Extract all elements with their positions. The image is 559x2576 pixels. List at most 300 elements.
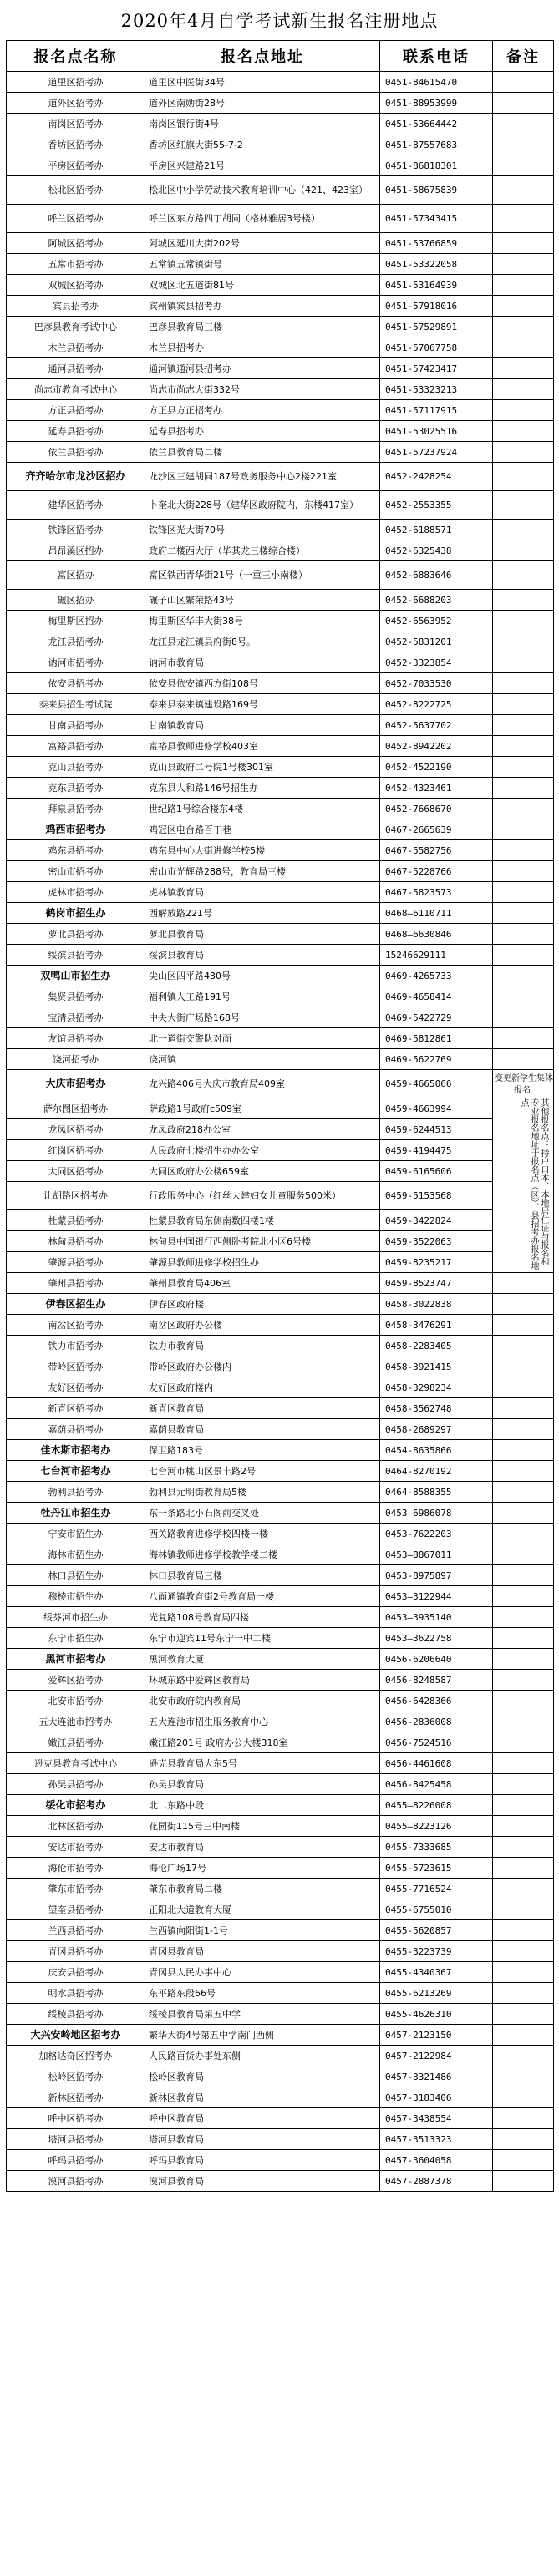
cell-name: 肇州县招考办 (7, 1273, 145, 1294)
cell-note (493, 986, 554, 1007)
cell-name: 海林市招生办 (7, 1544, 145, 1565)
table-row (7, 819, 554, 840)
cell-note (493, 2066, 554, 2087)
cell-name: 黑河市招考办 (7, 1649, 145, 1670)
cell-address: 木兰县招考办 (145, 337, 380, 358)
table-row (7, 1524, 554, 1544)
table-row (7, 1607, 554, 1628)
cell-note (493, 715, 554, 736)
cell-phone: 0451-88953999 (380, 93, 493, 114)
cell-address: 呼中区教育局 (145, 2108, 380, 2129)
table-row (7, 1377, 554, 1398)
cell-address: 富区铁西青华街21号（一重三小南楼） (145, 561, 380, 590)
cell-name: 道里区招考办 (7, 72, 145, 93)
cell-address: 五大连池市招生服务教育中心 (145, 1711, 380, 1732)
table-row (7, 1628, 554, 1649)
table-row (7, 2171, 554, 2192)
cell-phone: 0458-3298234 (380, 1377, 493, 1398)
cell-name: 松岭区招考办 (7, 2066, 145, 2087)
table-row (7, 463, 554, 491)
cell-name: 克山县招考办 (7, 757, 145, 778)
cell-address: 讷河市教育局 (145, 652, 380, 673)
cell-address: 东平路东段66号 (145, 1983, 380, 2004)
cell-phone: 0455-5620857 (380, 1920, 493, 1941)
table-row (7, 1879, 554, 1899)
cell-address: 嘉荫县教育局 (145, 1419, 380, 1440)
table-row (7, 1098, 554, 1119)
cell-phone: 0455-4626310 (380, 2004, 493, 2025)
cell-note (493, 1007, 554, 1028)
cell-name: 巴彦县教育考试中心 (7, 317, 145, 337)
cell-phone: 0469-5422729 (380, 1007, 493, 1028)
cell-note (493, 317, 554, 337)
cell-address: 西解放路221号 (145, 903, 380, 924)
cell-note (493, 1691, 554, 1711)
cell-phone: 0452-6883646 (380, 561, 493, 590)
table-row (7, 611, 554, 631)
cell-address: 环城东路中爱辉区教育局 (145, 1670, 380, 1691)
table-row (7, 652, 554, 673)
cell-address: 新林区教育局 (145, 2087, 380, 2108)
cell-name: 兰西县招考办 (7, 1920, 145, 1941)
table-row (7, 1920, 554, 1941)
cell-address: 依安县依安镇西方街108号 (145, 673, 380, 694)
cell-phone: 0457-3438554 (380, 2108, 493, 2129)
cell-name: 让胡路区招考办 (7, 1182, 145, 1210)
cell-note (493, 1524, 554, 1544)
cell-name: 建华区招考办 (7, 491, 145, 520)
cell-note (493, 1941, 554, 1962)
cell-name: 大兴安岭地区招考办 (7, 2025, 145, 2046)
cell-name: 道外区招考办 (7, 93, 145, 114)
table-row (7, 631, 554, 652)
cell-note (493, 1440, 554, 1461)
table-row (7, 1670, 554, 1691)
cell-address: 宾州镇宾县招考办 (145, 296, 380, 317)
table-row (7, 1899, 554, 1920)
table-row (7, 1356, 554, 1377)
table-row (7, 1565, 554, 1586)
table-row (7, 1962, 554, 1983)
cell-phone: 0452-6563952 (380, 611, 493, 631)
cell-note (493, 1336, 554, 1356)
cell-name: 饶河招考办 (7, 1049, 145, 1070)
cell-name: 林甸县招考办 (7, 1231, 145, 1252)
cell-note (493, 1816, 554, 1837)
table-row (7, 155, 554, 176)
cell-address: 光复路108号教育局四楼 (145, 1607, 380, 1628)
cell-phone: 0451-53164939 (380, 275, 493, 296)
table-row (7, 757, 554, 778)
cell-address: 延寿县招考办 (145, 421, 380, 442)
cell-phone: 0453-8975897 (380, 1565, 493, 1586)
cell-address: 梅里斯区华丰大街38号 (145, 611, 380, 631)
cell-phone: 0459-4665066 (380, 1070, 493, 1098)
cell-name: 梅里斯区招办 (7, 611, 145, 631)
table-row (7, 1440, 554, 1461)
cell-name: 嫩江县招考办 (7, 1732, 145, 1753)
cell-name: 萨尔图区招考办 (7, 1098, 145, 1119)
table-row (7, 1941, 554, 1962)
cell-address: 青冈县教育局 (145, 1941, 380, 1962)
cell-phone: 0452-6325438 (380, 540, 493, 561)
cell-note (493, 114, 554, 134)
cell-address: 兰西镇向阳街1-1号 (145, 1920, 380, 1941)
cell-phone: 0469-5812861 (380, 1028, 493, 1049)
cell-phone: 0458-3921415 (380, 1356, 493, 1377)
table-row (7, 1482, 554, 1503)
cell-phone: 0451-53322058 (380, 254, 493, 275)
cell-phone: 0451-57918016 (380, 296, 493, 317)
cell-address: 泰来县泰来镇建设路169号 (145, 694, 380, 715)
table-row (7, 1732, 554, 1753)
cell-address: 香坊区红旗大街55-7-2 (145, 134, 380, 155)
cell-phone: 0456-2836008 (380, 1711, 493, 1732)
table-row (7, 715, 554, 736)
cell-name: 加格达奇区招考办 (7, 2046, 145, 2066)
cell-address: 肇东市教育局二楼 (145, 1879, 380, 1899)
cell-address: 肇州县教育局406室 (145, 1273, 380, 1294)
cell-note (493, 1858, 554, 1879)
cell-note (493, 1070, 554, 1098)
cell-name: 龙江县招考办 (7, 631, 145, 652)
note-text: 变更新学生集体报名 (495, 1073, 553, 1095)
cell-phone: 0453-7622203 (380, 1524, 493, 1544)
cell-note (493, 1879, 554, 1899)
cell-name: 佳木斯市招考办 (7, 1440, 145, 1461)
cell-name: 呼中区招考办 (7, 2108, 145, 2129)
table-row (7, 1007, 554, 1028)
cell-phone: 0453—3622758 (380, 1628, 493, 1649)
cell-address: 世纪路1号综合楼东4楼 (145, 799, 380, 819)
cell-phone: 0468—6110711 (380, 903, 493, 924)
cell-name: 双城区招考办 (7, 275, 145, 296)
table-body (7, 72, 554, 2192)
cell-address: 友好区政府楼内 (145, 1377, 380, 1398)
cell-address: 塔河县教育局 (145, 2129, 380, 2150)
cell-phone: 0455-5723615 (380, 1858, 493, 1879)
cell-phone: 0451-57117915 (380, 400, 493, 421)
cell-phone: 0452-4323461 (380, 778, 493, 799)
cell-name: 拜泉县招考办 (7, 799, 145, 819)
table-row (7, 317, 554, 337)
table-row (7, 903, 554, 924)
cell-address: 逊克县教育局大东5号 (145, 1753, 380, 1774)
cell-phone: 0457-2122984 (380, 2046, 493, 2066)
table-row (7, 799, 554, 819)
cell-address: 虎林镇教育局 (145, 882, 380, 903)
cell-phone: 0459-4194475 (380, 1140, 493, 1161)
cell-note (493, 2087, 554, 2108)
cell-note (493, 254, 554, 275)
cell-phone: 0451-57343415 (380, 205, 493, 233)
cell-name: 北林区招考办 (7, 1816, 145, 1837)
cell-name: 肇东市招考办 (7, 1879, 145, 1899)
cell-note (493, 1837, 554, 1858)
cell-name: 碾区招办 (7, 590, 145, 611)
cell-name: 宁安市招生办 (7, 1524, 145, 1544)
cell-note (493, 1586, 554, 1607)
cell-address: 林甸县中国银行西侧卧考院北小区6号楼 (145, 1231, 380, 1252)
cell-phone: 0459-3522063 (380, 1231, 493, 1252)
cell-phone: 0456-8425458 (380, 1774, 493, 1795)
cell-name: 穆棱市招生办 (7, 1586, 145, 1607)
cell-phone: 0451-86818301 (380, 155, 493, 176)
cell-address: 平房区兴建路21号 (145, 155, 380, 176)
cell-note (493, 1377, 554, 1398)
cell-note (493, 757, 554, 778)
table-row (7, 1795, 554, 1816)
table-row (7, 1336, 554, 1356)
cell-address: 依兰县教育局二楼 (145, 442, 380, 463)
cell-note (493, 1628, 554, 1649)
cell-phone: 0464-8270192 (380, 1461, 493, 1482)
cell-phone: 0457-3183406 (380, 2087, 493, 2108)
cell-name: 新林区招考办 (7, 2087, 145, 2108)
cell-phone: 0452-5831201 (380, 631, 493, 652)
table-row (7, 379, 554, 400)
cell-note (493, 652, 554, 673)
cell-note (493, 2108, 554, 2129)
table-row (7, 1210, 554, 1231)
cell-phone: 0451-53766859 (380, 233, 493, 254)
cell-address: 甘南镇教育局 (145, 715, 380, 736)
cell-address: 鸡东县中心大街进修学校5楼 (145, 840, 380, 861)
cell-name: 大庆市招考办 (7, 1070, 145, 1098)
cell-phone: 0456-6206640 (380, 1649, 493, 1670)
cell-note (493, 2004, 554, 2025)
cell-name: 龙凤区招考办 (7, 1119, 145, 1140)
cell-address: 勃利县元明街教育局5楼 (145, 1482, 380, 1503)
cell-note (493, 924, 554, 945)
cell-phone: 0451-84615470 (380, 72, 493, 93)
cell-phone: 0457-3604058 (380, 2150, 493, 2171)
cell-note (493, 540, 554, 561)
cell-note (493, 1461, 554, 1482)
cell-address: 呼玛县教育局 (145, 2150, 380, 2171)
table-row (7, 924, 554, 945)
cell-note (493, 1273, 554, 1294)
cell-address: 七台河市桃山区景丰路2号 (145, 1461, 380, 1482)
table-row (7, 296, 554, 317)
cell-phone: 0467-5228766 (380, 861, 493, 882)
cell-name: 香坊区招考办 (7, 134, 145, 155)
cell-address: 南岗区银行街4号 (145, 114, 380, 134)
cell-address: 龙兴路406号大庆市教育局409室 (145, 1070, 380, 1098)
table-row (7, 176, 554, 205)
cell-address: 五常镇五常镇街号 (145, 254, 380, 275)
cell-note (493, 400, 554, 421)
table-row (7, 1252, 554, 1273)
cell-note (493, 1503, 554, 1524)
cell-note (493, 1356, 554, 1377)
cell-phone: 0451-57529891 (380, 317, 493, 337)
cell-note (493, 1962, 554, 1983)
table-row (7, 1544, 554, 1565)
cell-name: 嘉荫县招考办 (7, 1419, 145, 1440)
cell-address: 铁锋区光大街70号 (145, 520, 380, 540)
cell-address: 松北区中小学劳动技术教育培训中心（421、423室） (145, 176, 380, 205)
cell-address: 龙沙区三建胡同187号政务服务中心2楼221室 (145, 463, 380, 491)
table-row (7, 861, 554, 882)
cell-name: 伊春区招生办 (7, 1294, 145, 1315)
cell-address: 道里区中医街34号 (145, 72, 380, 93)
cell-note (493, 1753, 554, 1774)
cell-phone: 0459-4663994 (380, 1098, 493, 1119)
cell-phone: 15246629111 (380, 945, 493, 966)
cell-note (493, 1732, 554, 1753)
cell-address: 林口县教育局三楼 (145, 1565, 380, 1586)
cell-phone: 0457-2123150 (380, 2025, 493, 2046)
cell-note (493, 590, 554, 611)
table-row (7, 1315, 554, 1336)
cell-address: 杜蒙县教育局东侧南数四楼1楼 (145, 1210, 380, 1231)
cell-note (493, 1098, 554, 1273)
cell-phone: 0467-5823573 (380, 882, 493, 903)
cell-note (493, 1419, 554, 1440)
cell-phone: 0458-3022838 (380, 1294, 493, 1315)
cell-name: 青冈县招考办 (7, 1941, 145, 1962)
cell-name: 明水县招考办 (7, 1983, 145, 2004)
cell-name: 爱辉区招考办 (7, 1670, 145, 1691)
table-row (7, 2025, 554, 2046)
table-row (7, 1461, 554, 1482)
cell-phone: 0452-2428254 (380, 463, 493, 491)
cell-name: 依兰县招考办 (7, 442, 145, 463)
cell-address: 碾子山区繁荣路43号 (145, 590, 380, 611)
cell-name: 方正县招考办 (7, 400, 145, 421)
cell-name: 齐齐哈尔市龙沙区招办 (7, 463, 145, 491)
table-row (7, 882, 554, 903)
cell-note (493, 799, 554, 819)
cell-note (493, 134, 554, 155)
cell-note (493, 1899, 554, 1920)
table-row (7, 1774, 554, 1795)
cell-note (493, 1544, 554, 1565)
cell-name: 塔河县招考办 (7, 2129, 145, 2150)
cell-phone: 0469-4658414 (380, 986, 493, 1007)
cell-phone: 0451-57423417 (380, 358, 493, 379)
cell-address: 呼兰区东方路四丁胡同（格林雅居3号楼） (145, 205, 380, 233)
cell-phone: 0451-57237924 (380, 442, 493, 463)
cell-note (493, 1049, 554, 1070)
cell-note (493, 520, 554, 540)
cell-address: 伊春区政府楼 (145, 1294, 380, 1315)
table-row (7, 2066, 554, 2087)
cell-phone: 0452-7668670 (380, 799, 493, 819)
cell-note (493, 1607, 554, 1628)
cell-address: 密山市光辉路288号，教育局三楼 (145, 861, 380, 882)
cell-phone: 0458-3476291 (380, 1315, 493, 1336)
cell-phone: 0455-4340367 (380, 1962, 493, 1983)
cell-name: 鸡西市招考办 (7, 819, 145, 840)
cell-name: 密山市招考办 (7, 861, 145, 882)
cell-phone: 0455—8226008 (380, 1795, 493, 1816)
cell-phone: 0455-6755010 (380, 1899, 493, 1920)
table-row (7, 442, 554, 463)
cell-address: 青冈县人民办事中心 (145, 1962, 380, 1983)
cell-note (493, 442, 554, 463)
cell-name: 友好区招考办 (7, 1377, 145, 1398)
cell-note (493, 337, 554, 358)
cell-note (493, 1028, 554, 1049)
cell-name: 南岔区招考办 (7, 1315, 145, 1336)
cell-name: 勃利县招考办 (7, 1482, 145, 1503)
cell-name: 铁锋区招考办 (7, 520, 145, 540)
cell-name: 集贤县招考办 (7, 986, 145, 1007)
cell-address: 松岭区教育局 (145, 2066, 380, 2087)
table-row (7, 1586, 554, 1607)
table-row (7, 694, 554, 715)
table-row (7, 1837, 554, 1858)
table-row (7, 2108, 554, 2129)
cell-address: 富裕县教师进修学校403室 (145, 736, 380, 757)
cell-name: 呼兰区招考办 (7, 205, 145, 233)
cell-address: 政府二楼西大厅（毕其龙三楼综合楼） (145, 540, 380, 561)
cell-note (493, 2171, 554, 2192)
cell-address: 绥滨县教育局 (145, 945, 380, 966)
cell-note (493, 1774, 554, 1795)
cell-address: 巴彦县教育局三楼 (145, 317, 380, 337)
table-row (7, 1231, 554, 1252)
cell-note (493, 1920, 554, 1941)
cell-note (493, 2150, 554, 2171)
cell-name: 萝北县招考办 (7, 924, 145, 945)
cell-name: 绥芬河市招生办 (7, 1607, 145, 1628)
cell-address: 萨政路1号政府c509室 (145, 1098, 380, 1119)
cell-name: 绥棱县招考办 (7, 2004, 145, 2025)
cell-address: 安达市教育局 (145, 1837, 380, 1858)
table-row (7, 1649, 554, 1670)
cell-phone: 0451-53323213 (380, 379, 493, 400)
cell-note (493, 1649, 554, 1670)
cell-name: 木兰县招考办 (7, 337, 145, 358)
cell-phone: 0452-7033530 (380, 673, 493, 694)
cell-name: 望奎县招考办 (7, 1899, 145, 1920)
cell-name: 延寿县招考办 (7, 421, 145, 442)
cell-address: 东宁市迎宾11号东宁一中二楼 (145, 1628, 380, 1649)
table-row (7, 945, 554, 966)
cell-address: 黑河教育大厦 (145, 1649, 380, 1670)
cell-phone: 0453—3122944 (380, 1586, 493, 1607)
cell-address: 克东县人和路146号招生办 (145, 778, 380, 799)
table-row (7, 590, 554, 611)
cell-name: 友谊县招考办 (7, 1028, 145, 1049)
table-row (7, 337, 554, 358)
table-row (7, 736, 554, 757)
cell-phone: 0467-5582756 (380, 840, 493, 861)
cell-phone: 0453—8867011 (380, 1544, 493, 1565)
header-phone: 联系电话 (380, 41, 493, 72)
cell-phone: 0452-4522190 (380, 757, 493, 778)
cell-note (493, 840, 554, 861)
cell-note (493, 358, 554, 379)
cell-note (493, 1983, 554, 2004)
cell-name: 克东县招考办 (7, 778, 145, 799)
cell-phone: 0469-5622769 (380, 1049, 493, 1070)
cell-name: 牡丹江市招生办 (7, 1503, 145, 1524)
cell-name: 阿城区招考办 (7, 233, 145, 254)
cell-phone: 0459-3422824 (380, 1210, 493, 1231)
page-title: 2020年4月自学考试新生报名注册地点 (120, 11, 439, 31)
cell-phone: 0452-8222725 (380, 694, 493, 715)
table-row (7, 2046, 554, 2066)
cell-note (493, 155, 554, 176)
cell-note (493, 631, 554, 652)
cell-address: 人民政府七楼招生办办公室 (145, 1140, 380, 1161)
cell-phone: 0452-8942202 (380, 736, 493, 757)
table-row (7, 1691, 554, 1711)
